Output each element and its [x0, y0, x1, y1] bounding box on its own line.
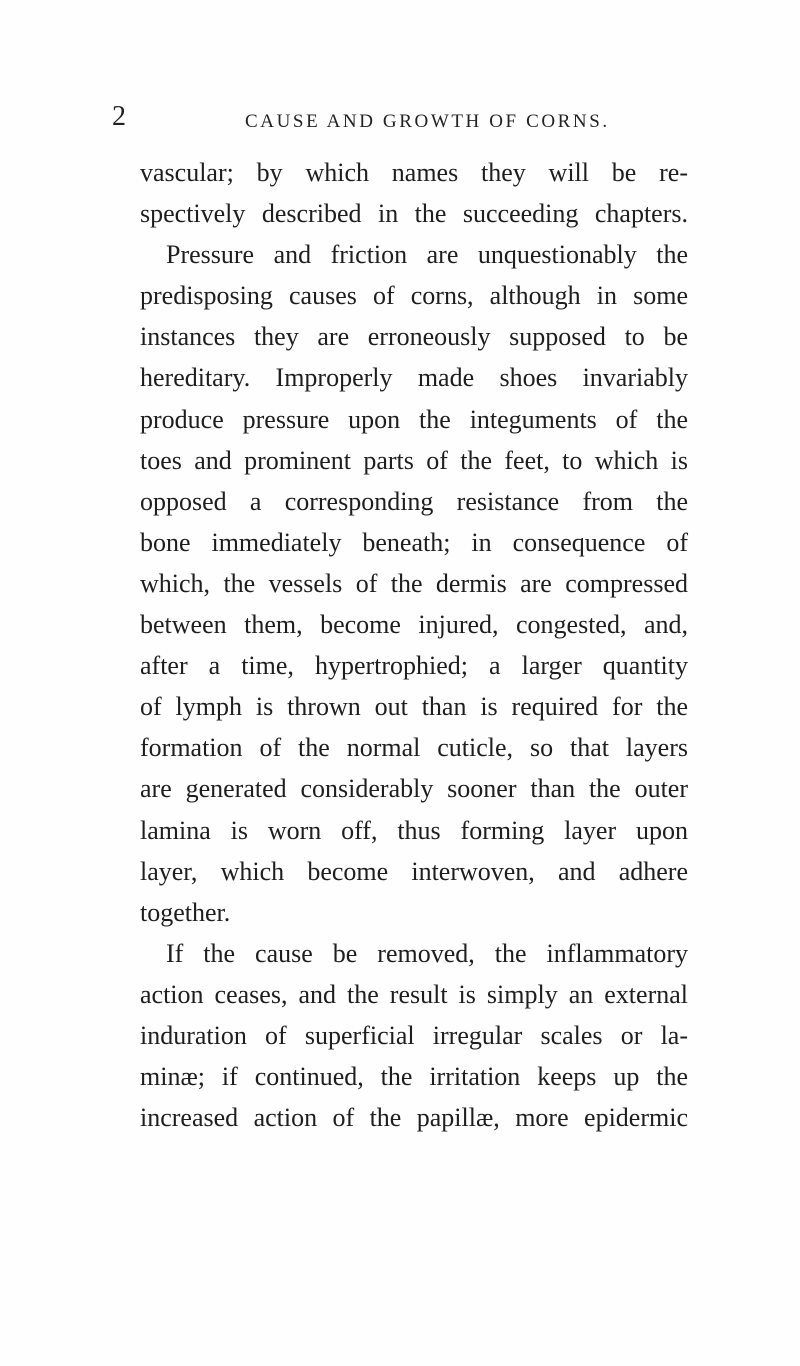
text-line: together. — [140, 897, 231, 927]
text-line: are generated considerably sooner than the outer — [140, 774, 688, 804]
body-text — [140, 152, 688, 1138]
running-head: CAUSE AND GROWTH OF CORNS. — [245, 111, 610, 132]
text-line: opposed a corresponding resistance from the — [140, 486, 688, 516]
text-line: which, the vessels of the dermis are compressed — [140, 568, 688, 598]
page-number: 2 — [112, 101, 126, 132]
text-line: If the cause be removed, the inflammatory — [166, 938, 688, 968]
text-line: hereditary. Improperly made shoes invariably — [140, 363, 688, 393]
text-line: between them, become injured, congested, and, — [140, 610, 688, 640]
text-line: toes and prominent parts of the feet, to which is — [140, 445, 688, 475]
text-line: produce pressure upon the integuments of the — [140, 404, 688, 434]
text-line: layer, which become interwoven, and adhere — [140, 856, 688, 886]
text-line: spectively described in the succeeding chapters. — [140, 199, 688, 229]
text-line: of lymph is thrown out than is required for the — [140, 692, 688, 722]
text-line: Pressure and friction are unquestionably the — [166, 240, 688, 270]
text-line: lamina is worn off, thus forming layer upon — [140, 815, 688, 845]
text-line: vascular; by which names they will be re- — [140, 158, 688, 187]
text-line: increased action of the papillæ, more epidermic — [140, 1103, 688, 1133]
text-line: after a time, hypertrophied; a larger quantity — [140, 651, 688, 681]
text-line: induration of superficial irregular scales or la- — [140, 1020, 688, 1050]
text-line: instances they are erroneously supposed to be — [140, 322, 688, 352]
text-line: minæ; if continued, the irritation keeps up the — [140, 1062, 688, 1092]
text-line: predisposing causes of corns, although in some — [140, 281, 688, 311]
text-line: action ceases, and the result is simply an external — [140, 979, 688, 1009]
text-line: formation of the normal cuticle, so that layers — [140, 733, 688, 763]
text-line: bone immediately beneath; in consequence of — [140, 527, 688, 557]
